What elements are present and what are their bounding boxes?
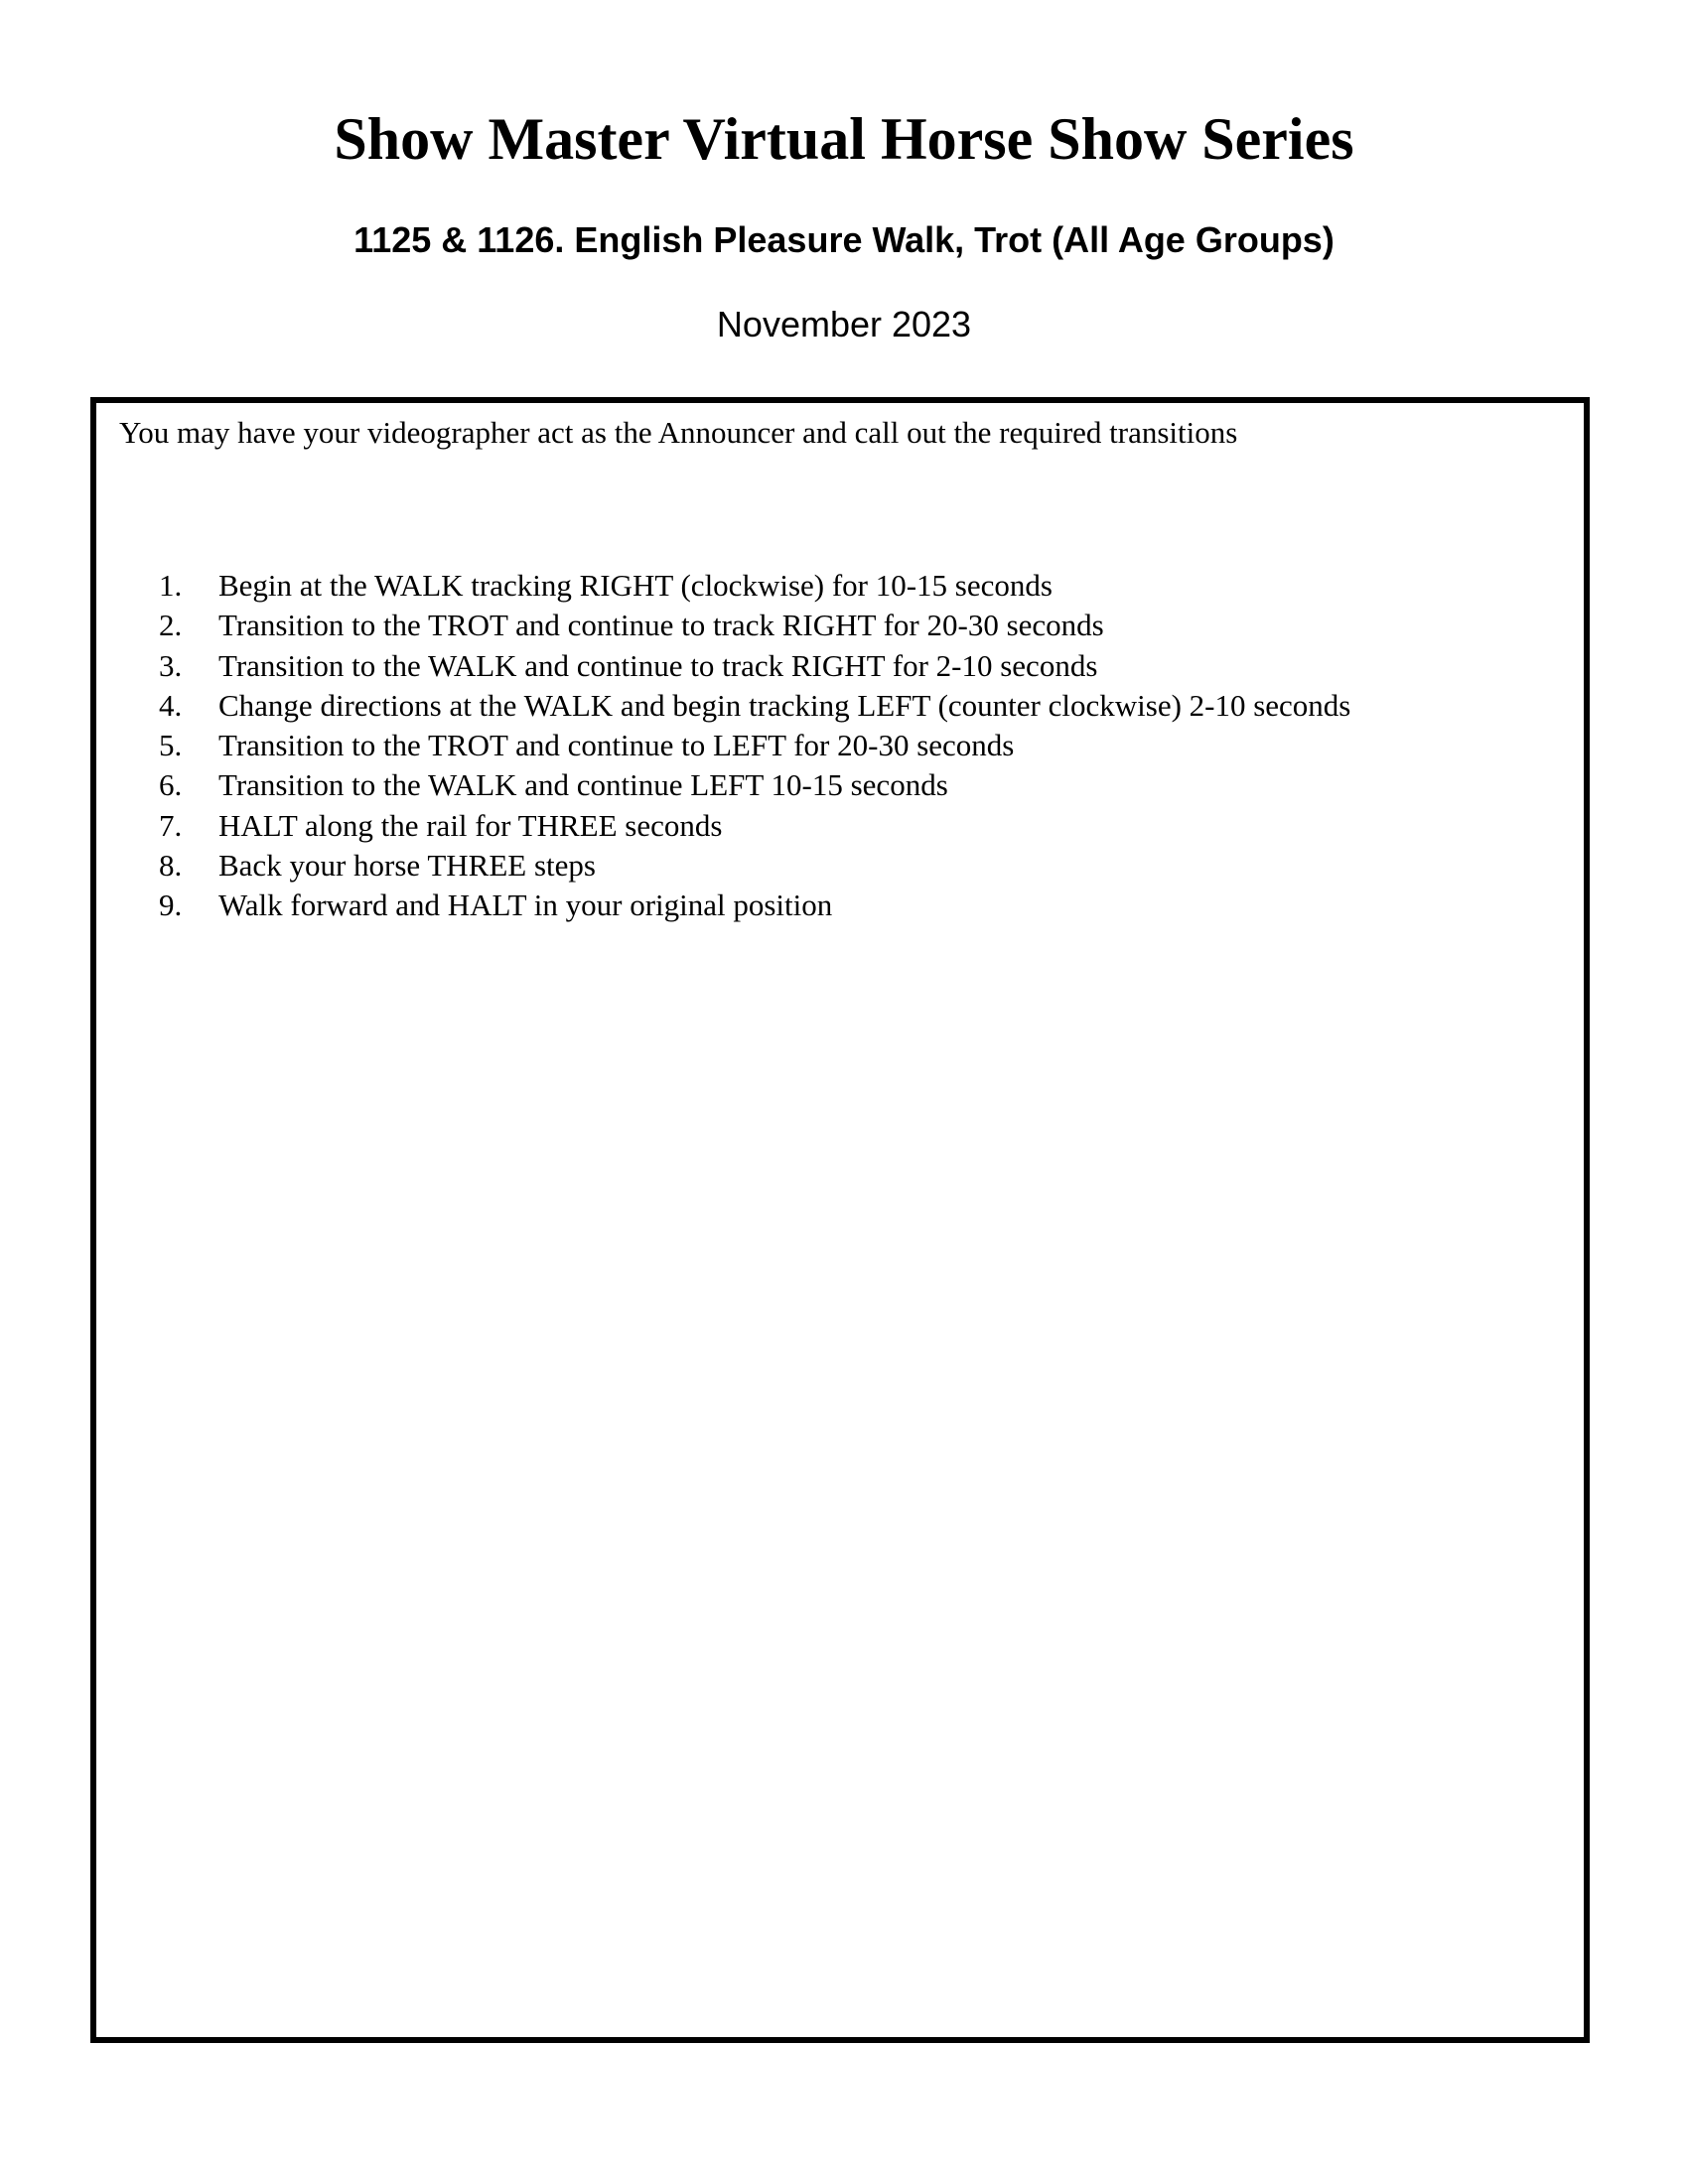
step-text: Back your horse THREE steps: [218, 848, 596, 884]
list-item: [159, 606, 1350, 645]
step-number: 1.: [159, 568, 183, 603]
page-title: Show Master Virtual Horse Show Series: [334, 106, 1354, 172]
step-number: 3.: [159, 647, 183, 683]
step-text: HALT along the rail for THREE seconds: [218, 807, 723, 843]
step-text: Transition to the TROT and continue to track RIGHT for 20-30 seconds: [218, 608, 1104, 643]
step-number: 5.: [159, 728, 183, 763]
step-number: 9.: [159, 887, 183, 923]
step-text: Change directions at the WALK and begin tracking LEFT (counter clockwise) 2-10 seconds: [218, 687, 1351, 723]
step-text: Begin at the WALK tracking RIGHT (clockwise) for 10-15 seconds: [218, 568, 1053, 603]
list-item: [159, 566, 1350, 606]
list-item: [159, 765, 1350, 805]
intro-text: You may have your videographer act as the Announcer and call out the required transitions: [119, 415, 1238, 450]
list-item: [159, 886, 1350, 925]
step-text: Transition to the TROT and continue to LEFT for 20-30 seconds: [218, 728, 1015, 763]
step-number: 2.: [159, 608, 183, 643]
step-number: 6.: [159, 767, 183, 803]
step-text: Walk forward and HALT in your original position: [218, 887, 833, 923]
list-item: [159, 646, 1350, 686]
step-number: 8.: [159, 848, 183, 884]
date-label: November 2023: [716, 304, 972, 344]
step-number: 7.: [159, 807, 183, 843]
list-item: [159, 726, 1350, 765]
steps-list: [159, 566, 1350, 926]
class-subtitle: 1125 & 1126. English Pleasure Walk, Trot (All Age Groups): [353, 219, 1335, 260]
list-item: [159, 846, 1350, 886]
step-text: Transition to the WALK and continue to track RIGHT for 2-10 seconds: [218, 647, 1098, 683]
step-number: 4.: [159, 687, 183, 723]
list-item: [159, 686, 1350, 726]
step-text: Transition to the WALK and continue LEFT 10-15 seconds: [218, 767, 948, 803]
list-item: [159, 806, 1350, 846]
